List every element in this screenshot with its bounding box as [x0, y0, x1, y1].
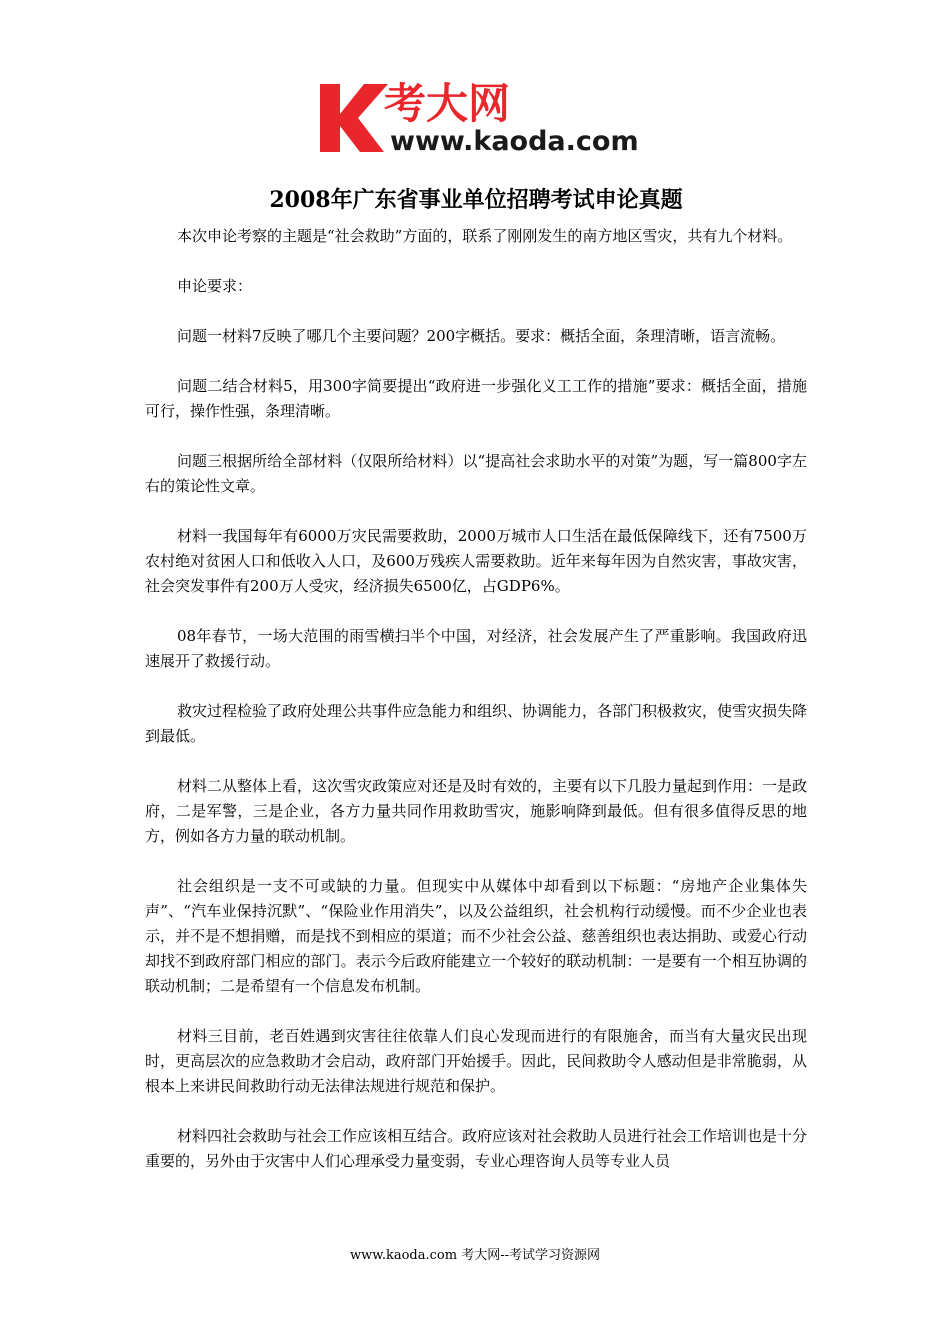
paragraph-intro: 本次申论考察的主题是“社会救助”方面的，联系了刚刚发生的南方地区雪灾，共有九个材料。	[177, 227, 793, 245]
paragraph-material-4: 材料四社会救助与社会工作应该相互结合。政府应该对社会救助人员进行社会工作培训也是十分重要的，另外由于灾害中人们心理承受力量变弱，专业心理咨询人员等专业人员	[145, 1127, 808, 1170]
paragraph-question-2: 问题二结合材料5，用300字简要提出“政府进一步强化义工工作的措施”要求：概括全面，措施可行，操作性强，条理清晰。	[145, 377, 807, 420]
paragraph-material-2b: 社会组织是一支不可或缺的力量。但现实中从媒体中却看到以下标题：“房地产企业集体失声”、“汽车业保持沉默”、“保险业作用消失”，以及公益组织，社会机构行动缓慢。而不少企业也表示，并不是不想捐赠，而是找不到相应的渠道；而不少社会公益、慈善组织也表达捐助、或爱心行动却找不到政府部门相应的部门。表示今后政府能建立一个较好的联动机制：一是要有一个相互协调的联动机制；二是希望有一个信息发布机制。	[145, 877, 807, 995]
paragraph-question-3: 问题三根据所给全部材料（仅限所给材料）以“提高社会求助水平的对策”为题，写一篇800字左右的策论性文章。	[145, 452, 807, 495]
paragraph-material-3: 材料三目前，老百姓遇到灾害往往依靠人们良心发现而进行的有限施舍，而当有大量灾民出现时，更高层次的应急救助才会启动，政府部门开始援手。因此，民间救助令人感动但是非常脆弱，从根本上来讲民间救助行动无法律法规进行规范和保护。	[145, 1027, 807, 1095]
document-body	[145, 224, 807, 1199]
paragraph-question-1: 问题一材料7反映了哪几个主要问题？200字概括。要求：概括全面，条理清晰，语言流畅。	[177, 327, 786, 345]
paragraph-material-2: 材料二从整体上看，这次雪灾政策应对还是及时有效的，主要有以下几股力量起到作用：一是政府，二是军警，三是企业，各方力量共同作用救助雪灾，施影响降到最低。但有很多值得反思的地方，例如各方力量的联动机制。	[145, 777, 808, 845]
paragraph-material-1: 材料一我国每年有6000万灾民需要救助，2000万城市人口生活在最低保障线下，还有7500万农村绝对贫困人口和低收入人口，及600万残疾人需要救助。近年来每年因为自然灾害，事故灾害，社会突发事件有200万人受灾，经济损失6500亿，占GDP6%。	[145, 527, 807, 595]
logo-chinese-text: 考大网	[384, 79, 511, 128]
page-title: 2008年广东省事业单位招聘考试申论真题	[269, 187, 683, 213]
page-footer: www.kaoda.com 考大网--考试学习资源网	[350, 1248, 600, 1263]
site-logo	[318, 78, 640, 158]
logo-url-text: www.kaoda.com	[390, 126, 639, 157]
paragraph-requirements-heading: 申论要求：	[177, 277, 253, 295]
paragraph-material-1b: 08年春节，一场大范围的雨雪横扫半个中国，对经济，社会发展产生了严重影响。我国政府迅速展开了救援行动。	[145, 627, 807, 670]
paragraph-material-1c: 救灾过程检验了政府处理公共事件应急能力和组织、协调能力，各部门积极救灾，使雪灾损失降到最低。	[145, 702, 808, 745]
logo-k-mark	[320, 84, 388, 152]
